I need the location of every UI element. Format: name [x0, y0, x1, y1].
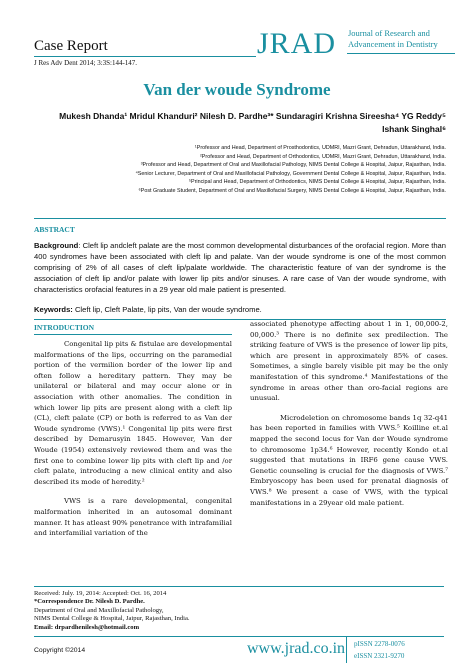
keywords-text: Cleft lip, Cleft Palate, lip pits, Van der woude syndrome. — [72, 305, 262, 314]
footnote-rule — [34, 586, 444, 587]
correspondence: *Correspondence Dr. Nilesh D. Pardhe. — [34, 598, 145, 606]
address-line-2: NIMS Dental College & Hospital, Jaipur, Rajasthan, India. — [34, 615, 190, 623]
intro-paragraph-1: Congenital lip pits & fistulae are developmental malformations of the lips, occurring on the paramedial portion of the vermilion border of the lower lip and often follow a hereditary pattern. They may be unilateral or bilateral and may occur alone or in association with other anomalies. The condition in which lower lip pits are present along with a cleft lip (CL), cleft palate (CP) or both is referred to as Van der Woude syndrome (VWS).¹ Congenital lip pits were first described by Demarusyin 1845. However, Van der Woude (1954) extensively reviewed them and was the first one to combine lower lip pits with cleft lip and /or cleft palate, introducing a new clinical entity and also described its mode of heredity.² — [34, 340, 232, 486]
citation: J Res Adv Dent 2014; 3:3S:144-147. — [34, 59, 138, 67]
divider — [34, 218, 446, 219]
abstract-text: : Cleft lip andcleft palate are the most common developmental disturbances of the orofacial region. More than 400 syndromes have been associated with cleft lip and palate. Van der woude syndrome is one of the most common comprising of 2% of all cases of cleft lip/palate worldwide. The characteristic feature of van der syndrome is the association of cleft lip and/or palate with lower lip pits and/or sinuses. A rare case of Van der woude syndrome, with characteristics orofacial features in a 29 year old male patient is presented. — [34, 241, 446, 294]
footer-rule — [34, 636, 444, 637]
journal-name — [348, 28, 468, 50]
issn-block — [354, 638, 405, 662]
intro-paragraph-2: VWS is a rare developmental, congenital malformation inherited in an autosomal dominant manner. It has atleast 90% penetrance with intrafamilial and interfamilial variation of the — [34, 497, 232, 538]
abstract-label: Background — [34, 241, 79, 250]
journal-logo: JRAD — [257, 27, 337, 60]
intro-underline — [34, 334, 232, 335]
journal-website[interactable]: www.jrad.co.in — [247, 640, 346, 657]
author-line-1: Mukesh Dhanda¹ Mridul Khanduri² Nilesh D. Pardhe³* Sundaragiri Krishna Sireesha⁴ YG Reddy⁵ — [59, 111, 446, 121]
email-label: Email: — [34, 623, 54, 631]
affiliation: ³Professor and Head, Department of Oral and Maxillofacial Pathology, NIMS Dental College & Hospital, Jaipur, Rajasthan, India. — [140, 162, 446, 169]
copyright: Copyright ©2014 — [34, 647, 86, 654]
eissn: eISSN 2321-9270 — [354, 652, 405, 660]
intro-paragraph-3: associated phenotype affecting about 1 in 1, 00,000-2, 00,000.³ There is no definite sex predilection. The striking feature of VWS is the presence of lower lip pits, which are present in approximately 85% of cases. Sometimes, a single barely visible pit may be the only manifestation of this syndrome.⁴ Manifestations of the syndrome in areas other than oro-facial regions are unusual. — [250, 320, 448, 403]
left-column — [34, 339, 232, 539]
section-label: Case Report — [34, 38, 108, 54]
affiliation: ⁶Post Graduate Student, Department of Oral and Maxillofacial Surgery, NIMS Dental College & Hospital, Jaipur, Rajasthan, India. — [138, 187, 446, 194]
received-date: Received: July. 19, 2014: Accepted: Oct. 16, 2014 — [34, 590, 167, 597]
issn-divider — [346, 637, 347, 663]
journal-name-line1: Journal of Research and — [348, 28, 430, 38]
abstract-body — [34, 240, 446, 295]
author-line-2: Ishank Singhal⁶ — [382, 124, 446, 134]
header-rule-right — [347, 53, 455, 54]
intro-paragraph-4: Microdeletion on chromosome bands 1q 32-q41 has been reported in families with VWS.⁵ Koilline et.al mapped the second locus for Van der Woude syndrome to chromosome 1p34.⁶ However, recently Kondo et.al suggested that mutations in IRF6 gene cause VWS. Genetic counseling is crucial for the diagnosis of VWS.⁷ Embryoscopy has been used for prenatal diagnosis of VWS.⁸ We present a case of VWS, with the typical manifestations in a 29year old male patient. — [250, 413, 448, 507]
header-rule — [34, 56, 256, 57]
email-address[interactable]: drpardhenilesh@hotmail.com — [53, 623, 140, 631]
affiliation: ¹Professor and Head, Department of Prosthodontics, UDMRI, Mazri Grant, Dehradun, Uttarakhand, India. — [194, 145, 446, 151]
abstract-heading: ABSTRACT — [34, 225, 75, 234]
affiliations — [70, 144, 446, 196]
affiliation: ⁴Senior Lecturer, Department of Oral and Maxillofacial Pathology, Government Dental College & Hospital, Jaipur, Rajasthan, India. — [135, 170, 446, 177]
right-column — [250, 319, 448, 508]
keywords — [34, 305, 446, 314]
footnote — [34, 590, 234, 632]
affiliation: ⁵Principal and Head, Department of Orthodontics, NIMS Dental College & Hospital, Jaipur, Rajasthan, India. — [188, 179, 446, 186]
introduction-heading: INTRODUCTION — [34, 323, 95, 332]
keywords-label: Keywords: — [34, 305, 73, 314]
affiliation: ²Professor and Head, Department of Orthodontics, UDMRI, Mazri Grant, Dehradun, Uttarakhand, India. — [200, 153, 446, 160]
journal-name-line2: Advancement in Dentistry — [348, 39, 438, 49]
article-title: Van der woude Syndrome — [143, 80, 331, 99]
email-line — [34, 624, 234, 632]
address-line-1: Department of Oral and Maxillofacial Pathology, — [34, 606, 164, 614]
pissn: pISSN 2278-0076 — [354, 640, 405, 648]
author-list — [34, 110, 446, 136]
